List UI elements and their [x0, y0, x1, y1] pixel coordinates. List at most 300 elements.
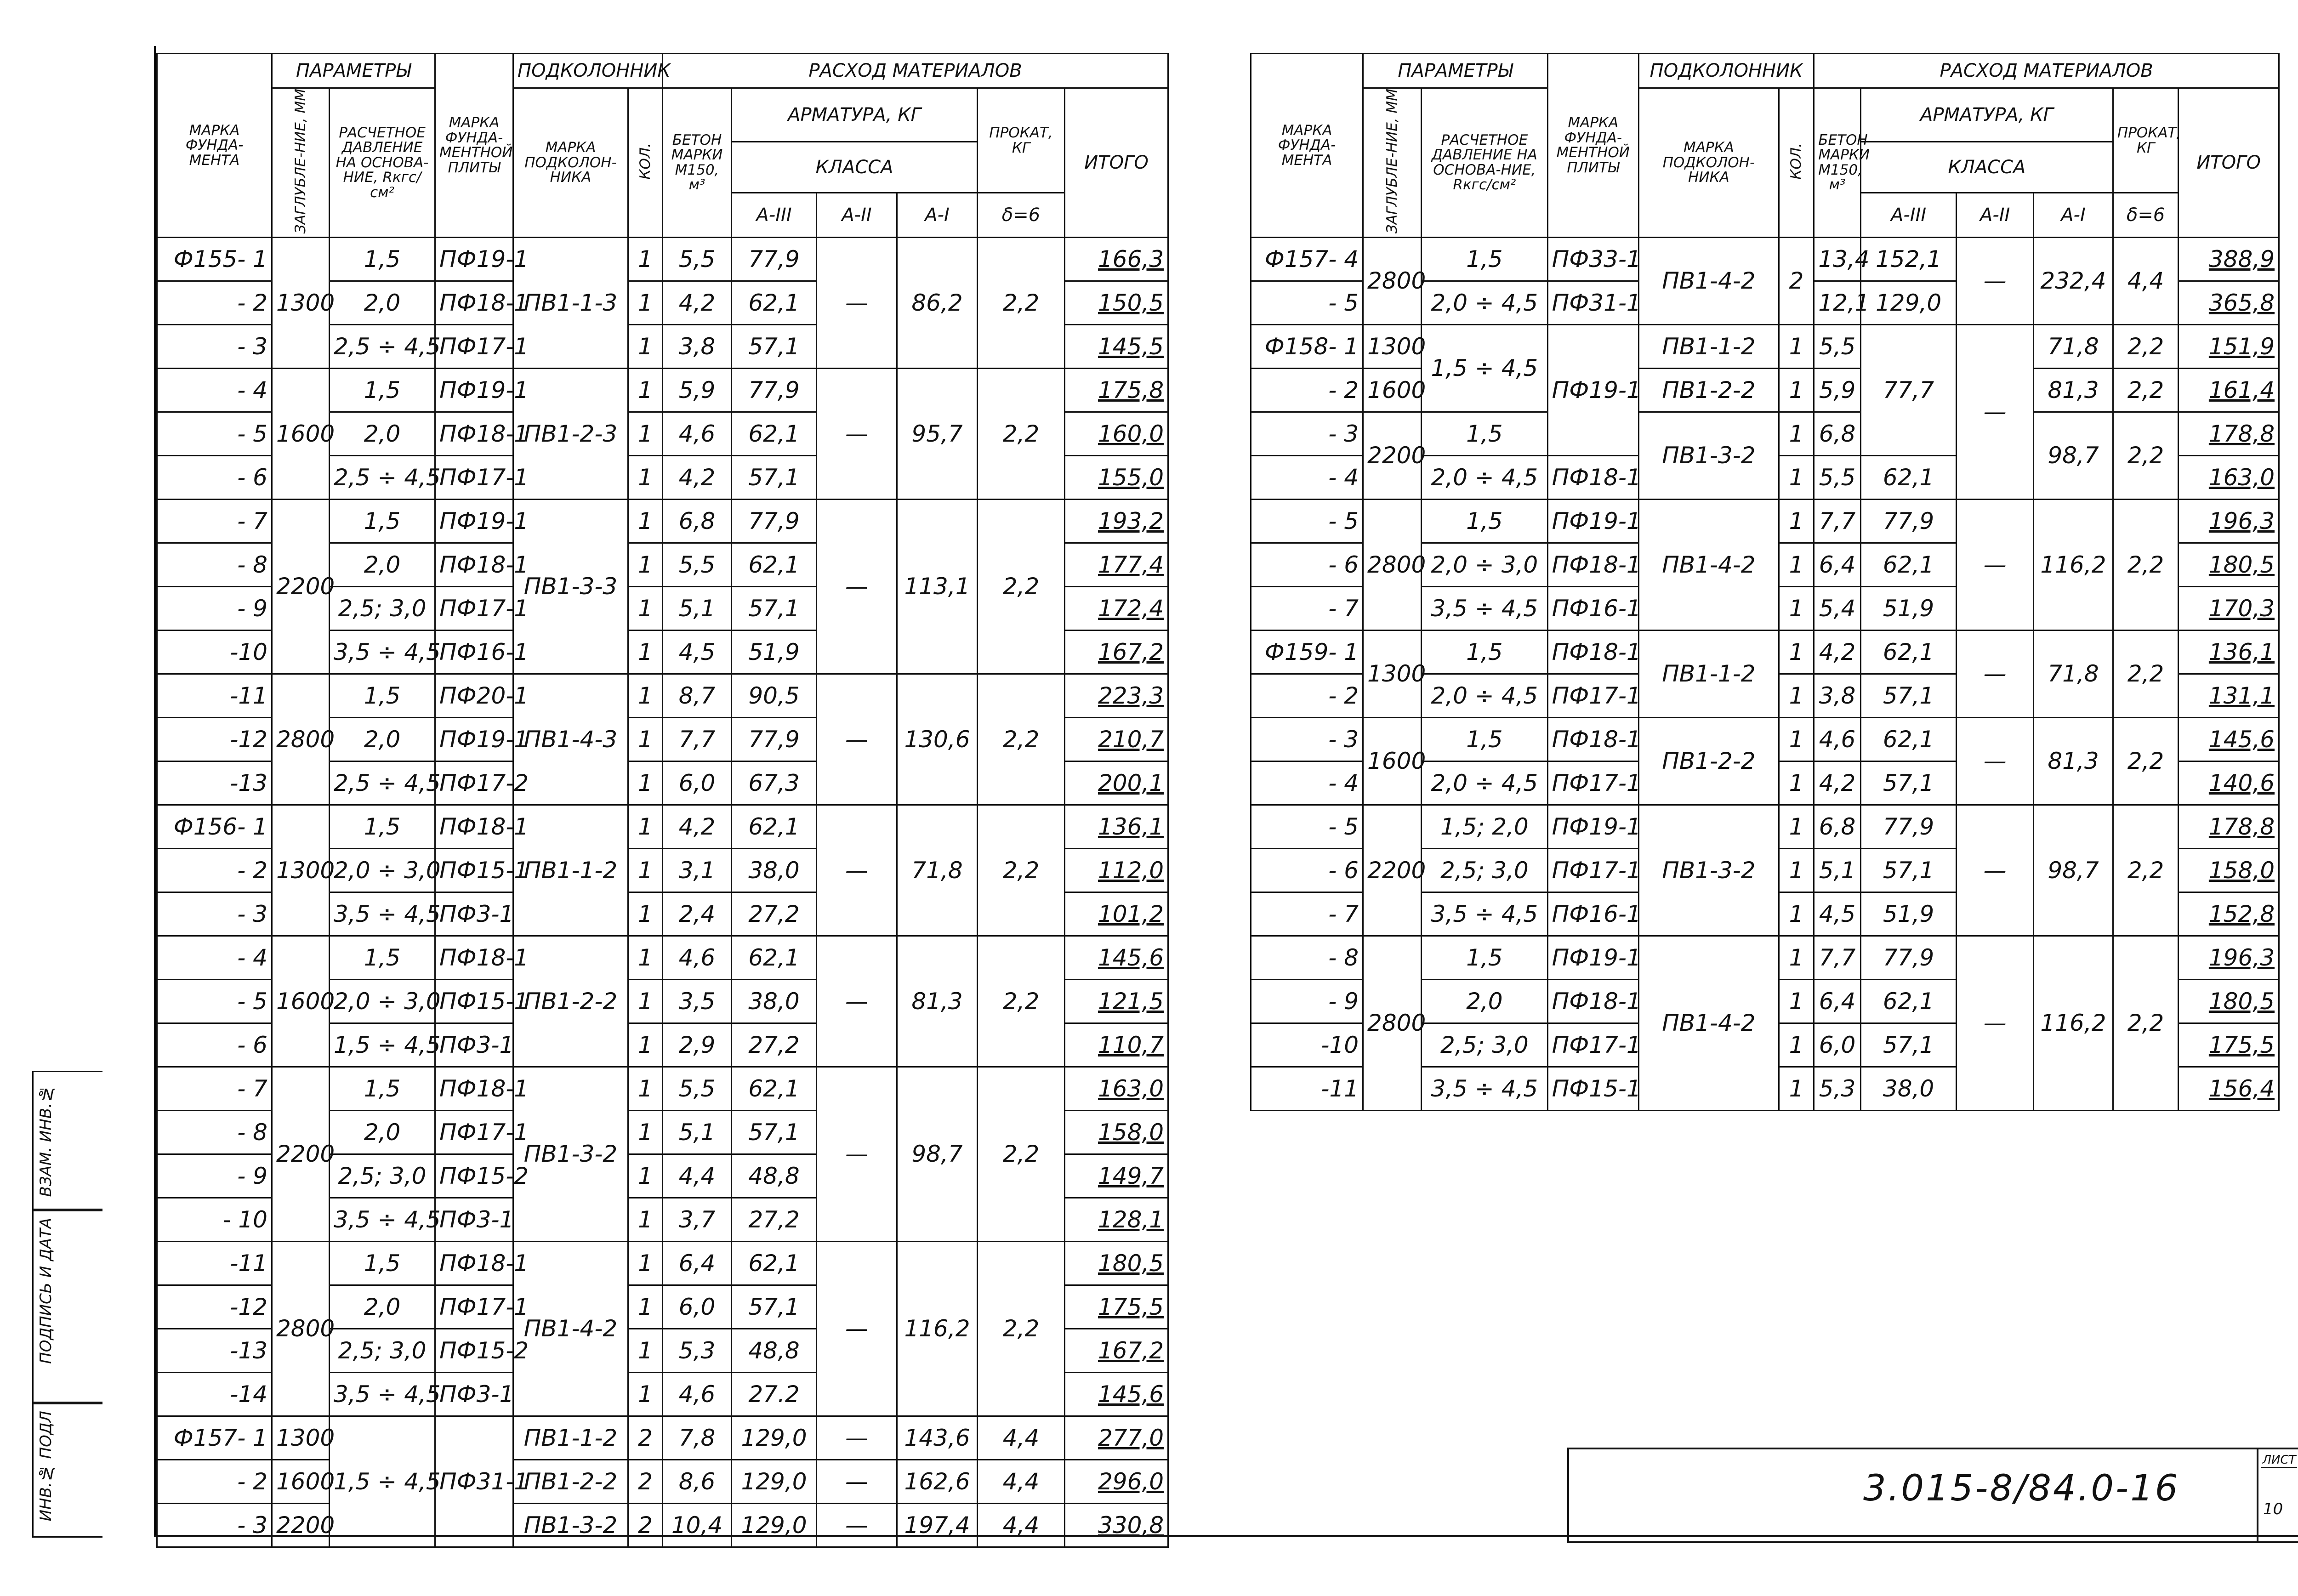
cell-a3: 48,8: [732, 1154, 817, 1198]
table-row: [1251, 717, 2279, 761]
cell-mark: - 8: [157, 1110, 272, 1154]
cell-a3: 90,5: [732, 674, 817, 717]
cell-concrete: 6,0: [663, 761, 732, 805]
cell-plate: ПФ19-1: [435, 237, 513, 281]
cell-total: 180,5: [2179, 979, 2279, 1023]
cell-plate: ПФ15-1: [435, 979, 513, 1023]
cell-rolled: 2,2: [2113, 368, 2178, 412]
cell-a2: —: [817, 1460, 897, 1503]
cell-pressure: 3,5 ÷ 4,5: [330, 1372, 435, 1416]
header-total: ИТОГО: [2179, 88, 2279, 238]
cell-plate: ПФ17-1: [1547, 848, 1638, 892]
cell-mark: -11: [157, 1241, 272, 1285]
cell-rolled: 2,2: [2113, 324, 2178, 368]
cell-a3: 77,9: [1860, 936, 1956, 979]
cell-qty: 1: [628, 324, 663, 368]
cell-concrete: 6,4: [1814, 979, 1861, 1023]
cell-pressure: 2,0: [330, 1110, 435, 1154]
margin-sign-date: ПОДПИСЬ И ДАТА: [37, 1218, 55, 1364]
cell-pressure: 1,5: [330, 674, 435, 717]
cell-subcol: ПВ1-2-2: [1638, 717, 1779, 805]
cell-qty: 1: [628, 412, 663, 455]
cell-a3: 51,9: [732, 630, 817, 674]
cell-qty: 1: [628, 674, 663, 717]
cell-a2: —: [1957, 324, 2034, 499]
cell-subcol: ПВ1-2-2: [513, 936, 628, 1067]
cell-plate: ПФ15-1: [435, 848, 513, 892]
cell-a3: 57,1: [1860, 848, 1956, 892]
cell-mark: - 10: [157, 1198, 272, 1241]
cell-pressure: 3,5 ÷ 4,5: [330, 1198, 435, 1241]
cell-concrete: 6,0: [663, 1285, 732, 1329]
cell-total: 128,1: [1065, 1198, 1168, 1241]
cell-rolled: 2,2: [978, 499, 1065, 674]
cell-plate: ПФ19-1: [435, 499, 513, 543]
cell-total: 296,0: [1065, 1460, 1168, 1503]
cell-mark: - 2: [157, 1460, 272, 1503]
cell-mark: Ф159- 1: [1251, 630, 1363, 674]
cell-pressure: 2,0 ÷ 4,5: [1422, 761, 1548, 805]
cell-qty: 1: [628, 368, 663, 412]
cell-pressure: 2,5; 3,0: [330, 586, 435, 630]
cell-concrete: 4,5: [663, 630, 732, 674]
sheet-number: 10: [2263, 1500, 2283, 1518]
cell-qty: 1: [628, 761, 663, 805]
cell-total: 163,0: [2179, 455, 2279, 499]
cell-pressure: 1,5: [330, 1241, 435, 1285]
cell-qty: 1: [628, 892, 663, 936]
header-plate: МАРКА ФУНДА-МЕНТНОЙ ПЛИТЫ: [435, 54, 513, 238]
cell-qty: 1: [1779, 543, 1814, 586]
cell-pressure: 2,5; 3,0: [1422, 848, 1548, 892]
header-params: ПАРАМЕТРЫ: [272, 54, 435, 88]
cell-plate: ПФ17-1: [1547, 1023, 1638, 1067]
cell-total: 170,3: [2179, 586, 2279, 630]
cell-qty: 2: [1779, 237, 1814, 324]
cell-qty: 1: [628, 1241, 663, 1285]
cell-mark: - 5: [1251, 281, 1363, 324]
cell-a3: 62,1: [1860, 455, 1956, 499]
header-mark: МАРКА ФУНДА-МЕНТА: [1251, 54, 1363, 238]
cell-pressure: 2,0: [330, 281, 435, 324]
cell-a3: 57,1: [1860, 674, 1956, 717]
cell-concrete: 6,8: [1814, 412, 1861, 455]
cell-total: 136,1: [2179, 630, 2279, 674]
cell-plate: ПФ19-1: [435, 368, 513, 412]
cell-concrete: 3,5: [663, 979, 732, 1023]
cell-total: 180,5: [1065, 1241, 1168, 1285]
cell-a2: —: [817, 805, 897, 936]
cell-mark: -13: [157, 761, 272, 805]
header-klass: КЛАССА: [732, 142, 978, 193]
cell-total: 178,8: [2179, 805, 2279, 848]
cell-a2: —: [817, 674, 897, 805]
cell-total: 155,0: [1065, 455, 1168, 499]
cell-total: 210,7: [1065, 717, 1168, 761]
cell-mark: -13: [157, 1329, 272, 1372]
cell-mark: - 7: [157, 1067, 272, 1110]
cell-mark: - 3: [157, 324, 272, 368]
cell-a2: —: [817, 237, 897, 368]
cell-plate: ПФ3-1: [435, 892, 513, 936]
cell-depth: 1600: [1363, 368, 1422, 412]
cell-a3: 62,1: [1860, 979, 1956, 1023]
cell-pressure: 3,5 ÷ 4,5: [1422, 1067, 1548, 1110]
cell-a1: 71,8: [2034, 324, 2113, 368]
cell-concrete: 4,2: [1814, 630, 1861, 674]
cell-depth: 1300: [1363, 324, 1422, 368]
cell-concrete: 4,6: [663, 412, 732, 455]
cell-subcol: ПВ1-3-3: [513, 499, 628, 674]
cell-mark: - 8: [1251, 936, 1363, 979]
cell-depth: 2200: [272, 1503, 330, 1547]
cell-pressure: 1,5: [1422, 412, 1548, 455]
cell-plate: ПФ19-1: [435, 717, 513, 761]
cell-a3: 77,7: [1860, 324, 1956, 455]
cell-qty: 1: [1779, 717, 1814, 761]
cell-a1: 81,3: [897, 936, 978, 1067]
cell-qty: 1: [628, 805, 663, 848]
cell-pressure: 1,5 ÷ 4,5: [1422, 324, 1548, 412]
cell-mark: - 4: [1251, 761, 1363, 805]
cell-qty: 2: [628, 1460, 663, 1503]
table-row: [1251, 368, 2279, 412]
cell-concrete: 4,2: [663, 805, 732, 848]
cell-mark: - 4: [1251, 455, 1363, 499]
header-a1: А-I: [2034, 193, 2113, 238]
table-row: [1251, 324, 2279, 368]
cell-subcol: ПВ1-3-2: [1638, 805, 1779, 936]
table-row: [157, 237, 1168, 281]
cell-a3: 62,1: [732, 936, 817, 979]
cell-pressure: 3,5 ÷ 4,5: [330, 630, 435, 674]
cell-plate: ПФ19-1: [1547, 324, 1638, 455]
cell-a3: 129,0: [732, 1460, 817, 1503]
cell-a3: 27,2: [732, 1023, 817, 1067]
cell-plate: ПФ15-2: [435, 1329, 513, 1372]
cell-a3: 48,8: [732, 1329, 817, 1372]
cell-depth: 2200: [1363, 805, 1422, 936]
cell-mark: - 6: [157, 1023, 272, 1067]
cell-plate: ПФ3-1: [435, 1198, 513, 1241]
cell-a3: 77,9: [732, 237, 817, 281]
cell-concrete: 5,3: [1814, 1067, 1861, 1110]
table-row: [157, 368, 1168, 412]
cell-plate: ПФ19-1: [1547, 805, 1638, 848]
cell-concrete: 8,7: [663, 674, 732, 717]
table-row: [157, 1416, 1168, 1460]
cell-total: 158,0: [1065, 1110, 1168, 1154]
cell-plate: ПФ3-1: [435, 1023, 513, 1067]
cell-concrete: 4,2: [663, 455, 732, 499]
cell-plate: ПФ18-1: [1547, 455, 1638, 499]
cell-mark: - 9: [157, 586, 272, 630]
cell-a3: 129,0: [732, 1416, 817, 1460]
table-row: [157, 499, 1168, 543]
table-row: [1251, 630, 2279, 674]
cell-total: 178,8: [2179, 412, 2279, 455]
table-row: [157, 1241, 1168, 1285]
cell-qty: 1: [1779, 455, 1814, 499]
header-depth: ЗАГЛУБЛЕ-НИЕ, ММ: [1363, 88, 1422, 238]
cell-a1: 95,7: [897, 368, 978, 499]
cell-plate: ПФ31-1: [435, 1416, 513, 1547]
cell-qty: 1: [1779, 324, 1814, 368]
cell-depth: 2200: [272, 499, 330, 674]
cell-concrete: 2,4: [663, 892, 732, 936]
cell-concrete: 4,6: [1814, 717, 1861, 761]
header-a2: А-II: [1957, 193, 2034, 238]
cell-total: 365,8: [2179, 281, 2279, 324]
cell-mark: - 3: [1251, 412, 1363, 455]
cell-total: 193,2: [1065, 499, 1168, 543]
cell-depth: 2800: [272, 674, 330, 805]
cell-concrete: 5,9: [663, 368, 732, 412]
cell-qty: 1: [628, 979, 663, 1023]
cell-qty: 1: [628, 1285, 663, 1329]
cell-total: 163,0: [1065, 1067, 1168, 1110]
cell-total: 145,6: [2179, 717, 2279, 761]
cell-total: 330,8: [1065, 1503, 1168, 1547]
cell-total: 223,3: [1065, 674, 1168, 717]
cell-a1: 81,3: [2034, 368, 2113, 412]
cell-qty: 1: [628, 1154, 663, 1198]
header-a2: А-II: [817, 193, 897, 238]
cell-qty: 1: [1779, 412, 1814, 455]
cell-concrete: 5,5: [1814, 324, 1861, 368]
cell-mark: - 5: [157, 979, 272, 1023]
cell-pressure: 3,5 ÷ 4,5: [330, 892, 435, 936]
cell-a3: 129,0: [732, 1503, 817, 1547]
cell-a1: 71,8: [897, 805, 978, 936]
cell-rolled: 2,2: [978, 1241, 1065, 1416]
cell-depth: 2800: [272, 1241, 330, 1416]
table-row: [157, 1460, 1168, 1503]
cell-plate: ПФ18-1: [435, 281, 513, 324]
cell-a3: 27,2: [732, 1198, 817, 1241]
cell-subcol: ПВ1-1-2: [1638, 324, 1779, 368]
cell-rolled: 2,2: [2113, 412, 2178, 499]
cell-qty: 1: [628, 1198, 663, 1241]
cell-plate: ПФ17-1: [435, 324, 513, 368]
cell-concrete: 6,0: [1814, 1023, 1861, 1067]
header-materials: РАСХОД МАТЕРИАЛОВ: [663, 54, 1168, 88]
cell-pressure: 3,5 ÷ 4,5: [1422, 892, 1548, 936]
cell-qty: 1: [1779, 1067, 1814, 1110]
cell-concrete: 7,7: [1814, 499, 1861, 543]
cell-pressure: 2,0: [330, 412, 435, 455]
cell-qty: 2: [628, 1503, 663, 1547]
materials-table-left: [156, 53, 1169, 1548]
cell-plate: ПФ19-1: [1547, 936, 1638, 979]
table-body-right: [1251, 237, 2279, 1110]
table-row: [1251, 936, 2279, 979]
header-subcol-group: ПОДКОЛОННИК: [1638, 54, 1814, 88]
cell-plate: ПФ17-1: [1547, 761, 1638, 805]
cell-pressure: 1,5: [330, 499, 435, 543]
cell-rolled: 2,2: [2113, 936, 2178, 1110]
cell-mark: - 4: [157, 936, 272, 979]
sheet-number-box: [2257, 1449, 2298, 1541]
cell-depth: 1600: [1363, 717, 1422, 805]
cell-a3: 62,1: [732, 412, 817, 455]
table-row: [1251, 805, 2279, 848]
cell-pressure: 3,5 ÷ 4,5: [1422, 586, 1548, 630]
cell-mark: - 9: [1251, 979, 1363, 1023]
cell-a1: 143,6: [897, 1416, 978, 1460]
cell-plate: ПФ18-1: [435, 412, 513, 455]
cell-qty: 1: [628, 630, 663, 674]
title-block: [1567, 1448, 2298, 1543]
cell-plate: ПФ17-1: [1547, 674, 1638, 717]
cell-qty: 1: [628, 1110, 663, 1154]
cell-qty: 1: [628, 1329, 663, 1372]
cell-concrete: 6,8: [1814, 805, 1861, 848]
cell-concrete: 5,1: [663, 586, 732, 630]
cell-plate: ПФ19-1: [1547, 499, 1638, 543]
cell-mark: - 2: [157, 848, 272, 892]
cell-subcol: ПВ1-1-2: [513, 1416, 628, 1460]
cell-depth: 2200: [1363, 412, 1422, 499]
cell-concrete: 5,4: [1814, 586, 1861, 630]
cell-a1: 197,4: [897, 1503, 978, 1547]
header-a1: А-I: [897, 193, 978, 238]
table-row: [157, 674, 1168, 717]
cell-depth: 2800: [1363, 936, 1422, 1110]
header-qty: КОЛ.: [628, 88, 663, 238]
cell-a1: 116,2: [2034, 499, 2113, 630]
cell-a3: 57,1: [732, 324, 817, 368]
cell-a3: 62,1: [732, 1241, 817, 1285]
cell-concrete: 5,5: [663, 543, 732, 586]
cell-qty: 1: [1779, 979, 1814, 1023]
cell-mark: - 4: [157, 368, 272, 412]
cell-a1: 116,2: [897, 1241, 978, 1416]
cell-concrete: 4,4: [663, 1154, 732, 1198]
header-pressure: РАСЧЕТНОЕ ДАВЛЕНИЕ НА ОСНОВА-НИЕ, Rкгс/см²: [330, 88, 435, 238]
cell-plate: ПФ16-1: [1547, 892, 1638, 936]
cell-subcol: ПВ1-4-2: [1638, 237, 1779, 324]
cell-total: 388,9: [2179, 237, 2279, 281]
cell-concrete: 6,8: [663, 499, 732, 543]
header-total: ИТОГО: [1065, 88, 1168, 238]
header-rebar: АРМАТУРА, КГ: [1860, 88, 2113, 142]
cell-rolled: 2,2: [978, 674, 1065, 805]
cell-pressure: 2,0 ÷ 3,0: [330, 979, 435, 1023]
cell-mark: - 6: [157, 455, 272, 499]
cell-concrete: 3,7: [663, 1198, 732, 1241]
cell-pressure: 1,5 ÷ 4,5: [330, 1023, 435, 1067]
cell-a3: 62,1: [1860, 543, 1956, 586]
cell-pressure: 1,5: [1422, 936, 1548, 979]
cell-a3: 152,1: [1860, 237, 1956, 281]
cell-subcol: ПВ1-2-2: [513, 1460, 628, 1503]
cell-concrete: 4,2: [1814, 761, 1861, 805]
cell-qty: 1: [1779, 630, 1814, 674]
cell-depth: 1300: [272, 1416, 330, 1460]
cell-depth: 1600: [272, 936, 330, 1067]
cell-qty: 1: [628, 936, 663, 979]
cell-rolled: 4,4: [978, 1460, 1065, 1503]
cell-pressure: 2,0 ÷ 4,5: [1422, 281, 1548, 324]
cell-total: 172,4: [1065, 586, 1168, 630]
cell-a2: —: [1957, 237, 2034, 324]
cell-total: 112,0: [1065, 848, 1168, 892]
cell-a2: —: [817, 1503, 897, 1547]
cell-mark: - 2: [1251, 368, 1363, 412]
cell-pressure: 2,0 ÷ 4,5: [1422, 455, 1548, 499]
cell-pressure: 1,5: [1422, 499, 1548, 543]
cell-concrete: 5,5: [663, 1067, 732, 1110]
cell-pressure: 1,5: [1422, 237, 1548, 281]
cell-plate: ПФ15-2: [435, 1154, 513, 1198]
cell-total: 277,0: [1065, 1416, 1168, 1460]
cell-mark: -10: [1251, 1023, 1363, 1067]
cell-pressure: 2,0 ÷ 3,0: [1422, 543, 1548, 586]
cell-total: 136,1: [1065, 805, 1168, 848]
header-depth: ЗАГЛУБЛЕ-НИЕ, ММ: [272, 88, 330, 238]
cell-rolled: 2,2: [2113, 805, 2178, 936]
cell-total: 167,2: [1065, 1329, 1168, 1372]
cell-qty: 1: [1779, 761, 1814, 805]
cell-pressure: 1,5; 2,0: [1422, 805, 1548, 848]
cell-a3: 27.2: [732, 1372, 817, 1416]
cell-plate: ПФ18-1: [435, 543, 513, 586]
cell-mark: - 7: [157, 499, 272, 543]
cell-qty: 1: [628, 281, 663, 324]
cell-qty: 1: [1779, 936, 1814, 979]
margin-inv-orig: ИНВ.№ ПОДЛ: [37, 1411, 55, 1522]
cell-mark: - 6: [1251, 848, 1363, 892]
cell-a3: 62,1: [732, 805, 817, 848]
cell-concrete: 3,8: [1814, 674, 1861, 717]
table-row: [1251, 412, 2279, 455]
cell-a1: 98,7: [2034, 412, 2113, 499]
cell-mark: Ф155- 1: [157, 237, 272, 281]
cell-a2: —: [1957, 630, 2034, 717]
cell-pressure: 1,5 ÷ 4,5: [330, 1416, 435, 1547]
cell-concrete: 7,8: [663, 1416, 732, 1460]
cell-pressure: 1,5: [330, 1067, 435, 1110]
cell-subcol: ПВ1-4-2: [1638, 499, 1779, 630]
cell-pressure: 2,0 ÷ 3,0: [330, 848, 435, 892]
cell-a3: 62,1: [1860, 630, 1956, 674]
margin-inv-repl: ВЗАМ. ИНВ.№: [37, 1085, 55, 1197]
header-rebar: АРМАТУРА, КГ: [732, 88, 978, 142]
cell-a3: 62,1: [732, 1067, 817, 1110]
cell-total: 175,5: [1065, 1285, 1168, 1329]
cell-concrete: 4,5: [1814, 892, 1861, 936]
cell-plate: ПФ17-1: [435, 586, 513, 630]
header-rolled: ПРОКАТ, КГ: [2113, 88, 2178, 193]
cell-total: 121,5: [1065, 979, 1168, 1023]
cell-total: 151,9: [2179, 324, 2279, 368]
cell-depth: 1300: [272, 805, 330, 936]
cell-a1: 130,6: [897, 674, 978, 805]
cell-concrete: 5,1: [1814, 848, 1861, 892]
cell-subcol: ПВ1-2-3: [513, 368, 628, 499]
cell-mark: - 5: [1251, 805, 1363, 848]
cell-qty: 1: [1779, 499, 1814, 543]
cell-plate: ПФ18-1: [435, 1241, 513, 1285]
cell-subcol: ПВ1-2-2: [1638, 368, 1779, 412]
header-thick: δ=6: [978, 193, 1065, 238]
table-row: [1251, 499, 2279, 543]
cell-qty: 1: [628, 237, 663, 281]
cell-total: 145,6: [1065, 936, 1168, 979]
cell-mark: - 8: [157, 543, 272, 586]
cell-mark: - 2: [1251, 674, 1363, 717]
